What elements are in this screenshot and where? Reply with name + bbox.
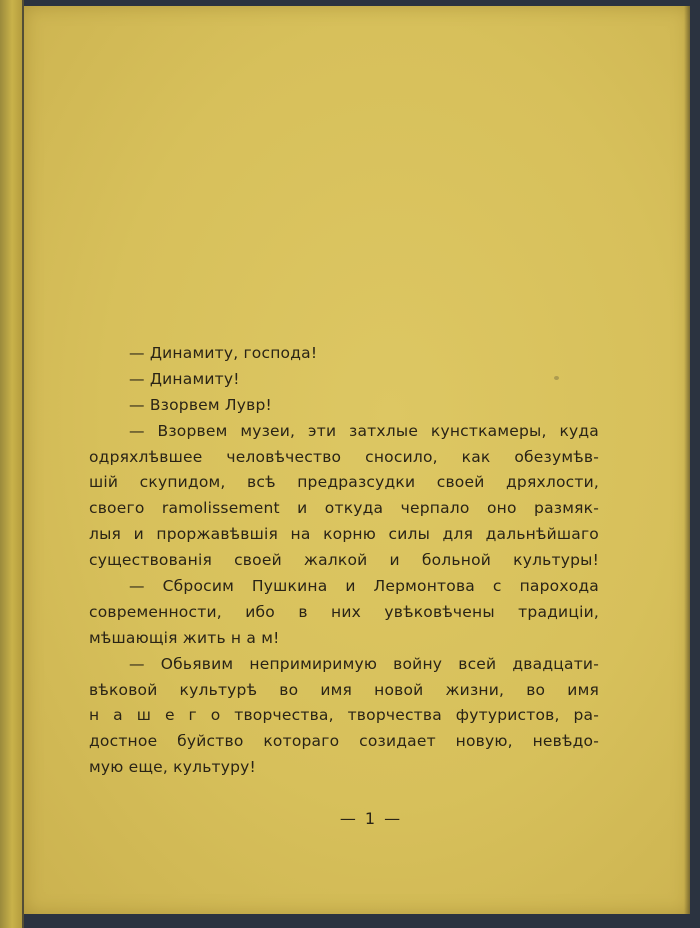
text-line: — Взорвем музеи, эти затхлые кунсткамеры, куда [129, 421, 599, 440]
text-line: мую еще, культуру! [89, 758, 256, 777]
text-line: — Взорвем Лувр! [129, 395, 272, 414]
text-line: — Динамиту, господа! [129, 344, 318, 362]
text-line: — Динамиту! [129, 369, 240, 388]
text-line: шій скупидом, всѣ предразсудки своей дряхлости, [89, 473, 599, 492]
text-line: — Сбросим Пушкина и Лермонтова с парохода [129, 577, 599, 596]
text-line: н а ш е г о творчества, творчества футуристов, ра- [89, 706, 599, 725]
page-edge-shadow [684, 6, 690, 914]
text-line: существованія своей жалкой и больной культуры! [89, 551, 599, 570]
text-line: лыя и проржавѣвшія на корню силы для дальнѣйшаго [89, 525, 599, 544]
page-number: — 1 — [339, 809, 403, 828]
book-page [24, 6, 690, 914]
book-spine-edge [0, 0, 22, 928]
text-line: — Обьявим непримиримую войну всей двадцати- [129, 654, 599, 673]
manifesto-text [89, 341, 599, 781]
text-line: мѣшающія жить н а м! [89, 628, 280, 647]
text-line: одряхлѣвшее человѣчество сносило, как обезумѣв- [89, 447, 599, 466]
text-line: современности, ибо в них увѣковѣчены традиціи, [89, 602, 599, 621]
text-line: достное буйство котораго созидает новую, невѣдо- [89, 732, 599, 751]
text-line: своего ramolissement и откуда черпало оно размяк- [89, 499, 599, 518]
text-line: вѣковой культурѣ во имя новой жизни, во имя [89, 680, 599, 699]
